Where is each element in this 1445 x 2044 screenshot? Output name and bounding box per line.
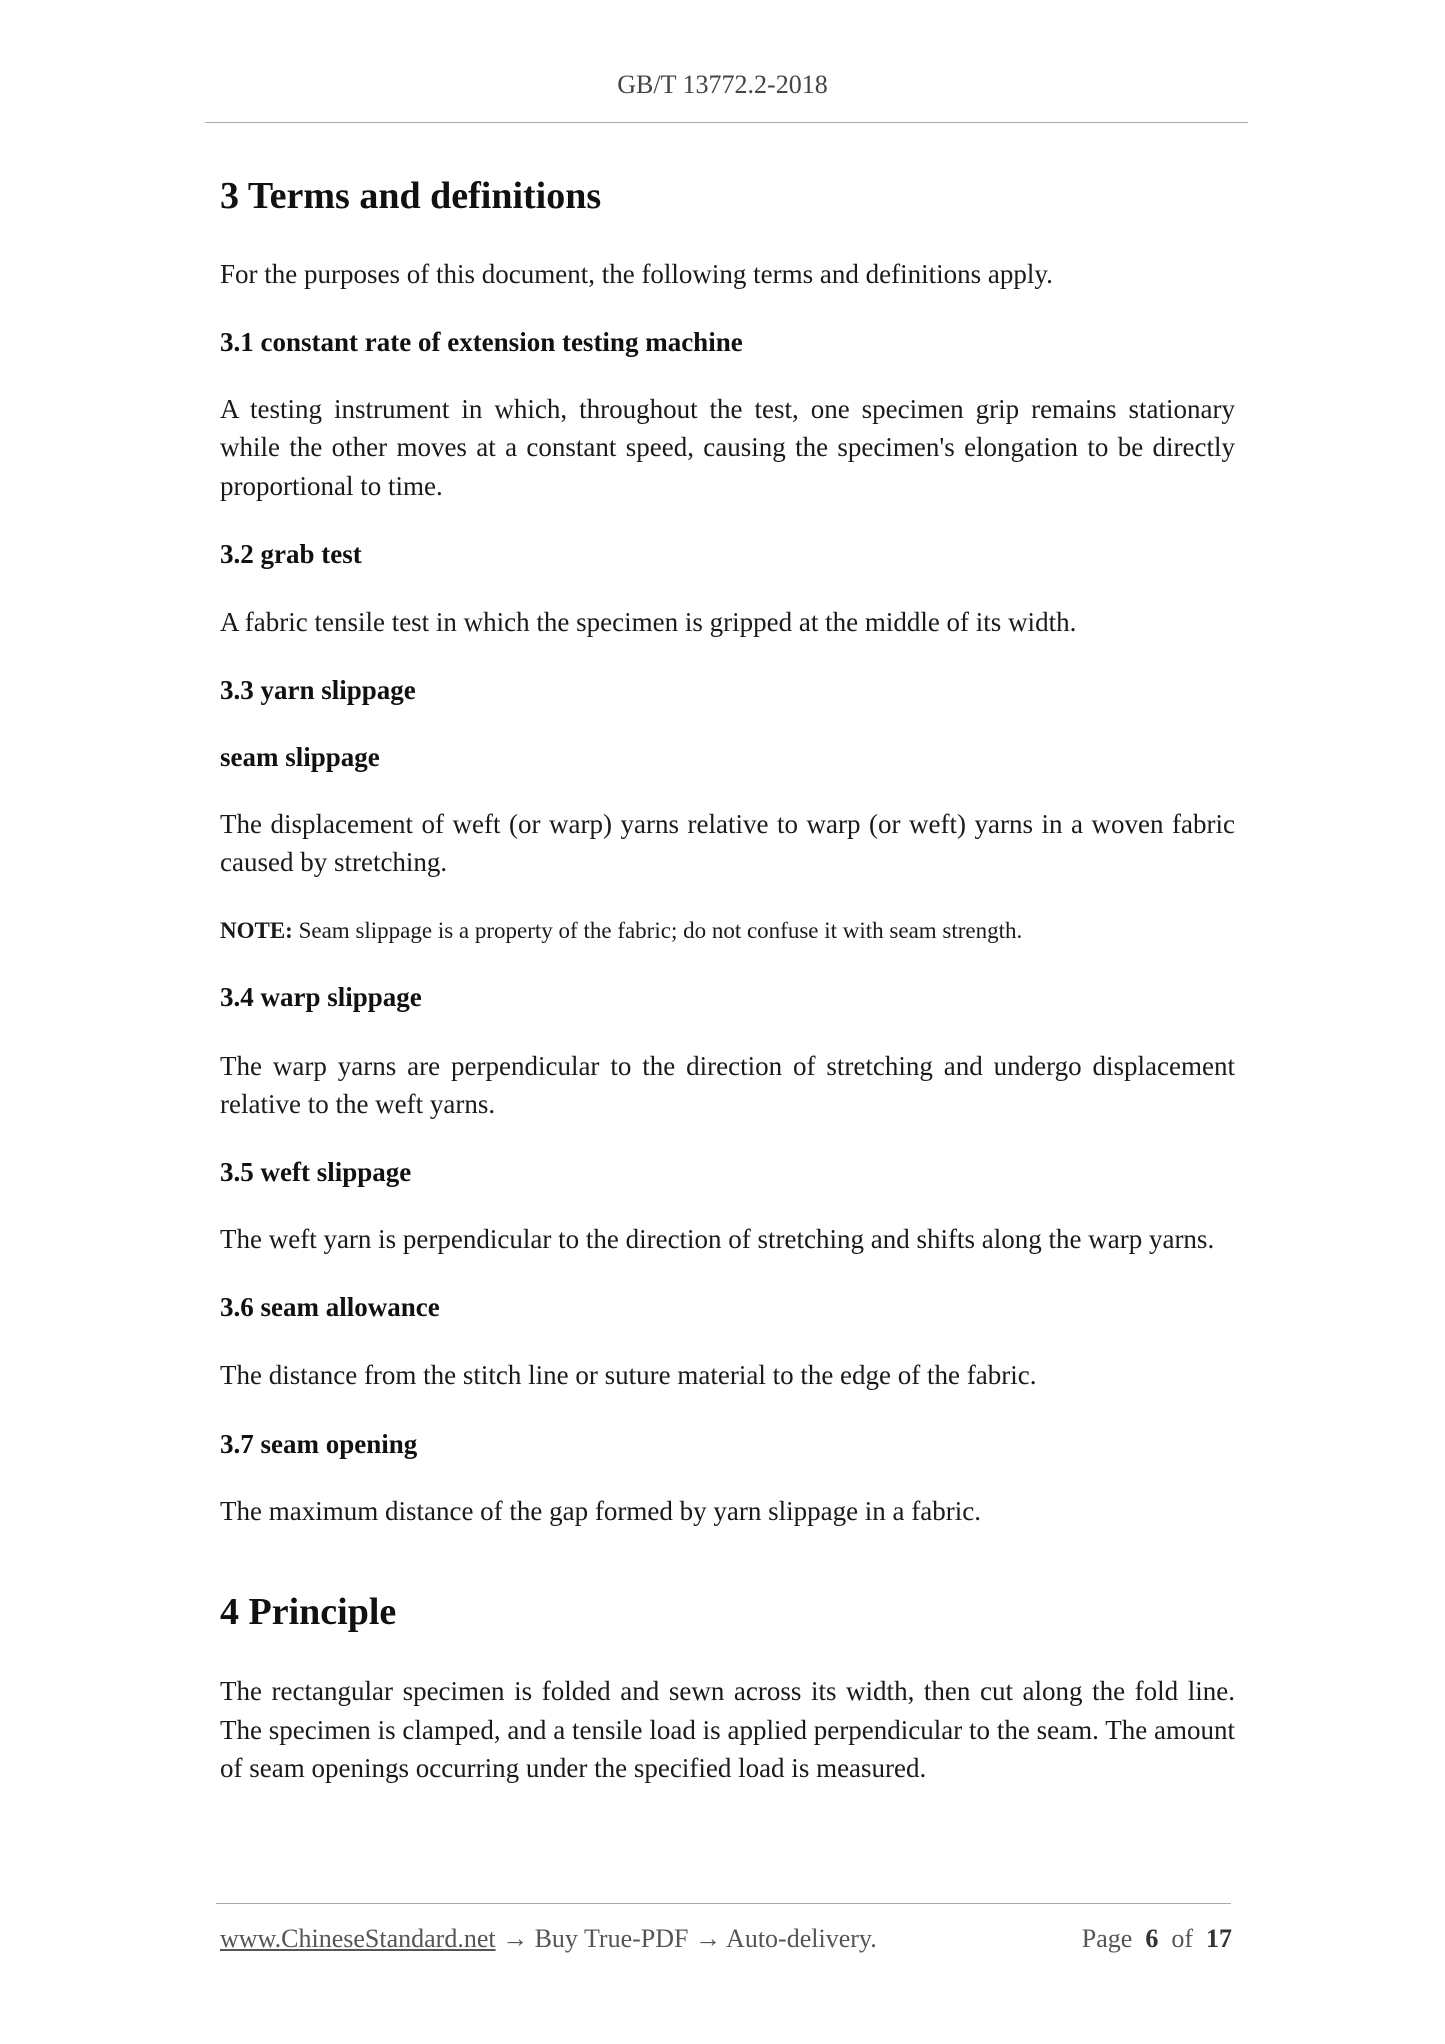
term-3-1-heading: 3.1 constant rate of extension testing machine <box>220 326 743 357</box>
term-3-5-heading: 3.5 weft slippage <box>220 1156 412 1187</box>
footer-tagline: → Buy True-PDF → Auto-delivery. <box>495 1924 877 1953</box>
term-3-2-heading: 3.2 grab test <box>220 539 362 569</box>
term-3-6-heading: 3.6 seam allowance <box>220 1292 440 1322</box>
website-link[interactable]: www.ChineseStandard.net <box>220 1924 496 1953</box>
footer-divider <box>216 1903 1231 1904</box>
term-3-4-heading: 3.4 warp slippage <box>220 981 422 1012</box>
section-4-title: 4 Principle <box>220 1591 397 1633</box>
section-3-title: 3 Terms and definitions <box>220 175 602 217</box>
page-footer <box>220 1924 1232 1954</box>
header-divider <box>205 122 1248 123</box>
page-current: 6 <box>1145 1924 1159 1953</box>
section-4-body: The rectangular specimen is folded and sewn across its width, then cut along the fold line. The specimen is clamped, and a tensile load is applied perpendicular to the seam. The amount of seam openings occurring under the specified load is measured. <box>220 1676 1235 1783</box>
note-label: NOTE: <box>220 917 293 943</box>
page-label: Page <box>1081 1924 1133 1953</box>
page-header-doc-id: GB/T 13772.2-2018 <box>617 70 828 99</box>
page-total: 17 <box>1206 1924 1232 1953</box>
term-3-6-definition: The distance from the stitch line or suture material to the edge of the fabric. <box>220 1360 1037 1390</box>
page-number <box>1082 1924 1232 1954</box>
note-text: Seam slippage is a property of the fabric; do not confuse it with seam strength. <box>292 917 1023 943</box>
term-3-2-definition: A fabric tensile test in which the specimen is gripped at the middle of its width. <box>220 607 1077 637</box>
page-of: of <box>1171 1924 1193 1953</box>
term-3-7-definition: The maximum distance of the gap formed by yarn slippage in a fabric. <box>220 1495 981 1526</box>
term-3-3-heading: 3.3 yarn slippage <box>220 674 416 705</box>
term-3-1-definition: A testing instrument in which, throughout the test, one specimen grip remains stationary while the other moves at a constant speed, causing the specimen's elongation to be directly proportional to time. <box>220 393 1235 501</box>
term-3-3-definition: The displacement of weft (or warp) yarns relative to warp (or weft) yarns in a woven fabric caused by stretching. <box>220 808 1235 877</box>
section-3-intro: For the purposes of this document, the following terms and definitions apply. <box>220 259 1053 289</box>
term-3-5-definition: The weft yarn is perpendicular to the direction of stretching and shifts along the warp yarns. <box>220 1223 1215 1254</box>
term-3-4-definition: The warp yarns are perpendicular to the direction of stretching and undergo displacement relative to the weft yarns. <box>220 1050 1235 1119</box>
term-3-3-alt-heading: seam slippage <box>220 741 380 772</box>
term-3-3-note <box>220 915 1235 947</box>
document-body <box>220 168 1235 1788</box>
footer-promo <box>220 1924 877 1954</box>
term-3-7-heading: 3.7 seam opening <box>220 1428 418 1459</box>
